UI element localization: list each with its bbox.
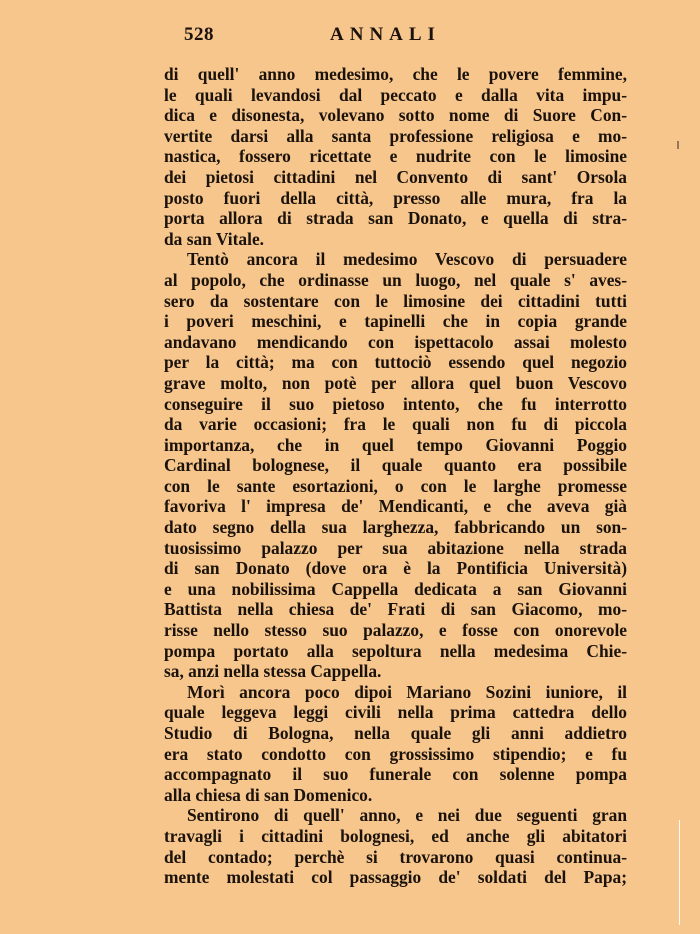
text-line: con le sante esortazioni, o con le larghe promesse: [164, 475, 627, 496]
text-line: favoriva l' impresa de' Mendicanti, e che aveva già: [164, 496, 627, 517]
text-line: e una nobilissima Cappella dedicata a san Giovanni: [164, 578, 627, 599]
text-line: da san Vitale.: [164, 228, 265, 249]
text-line: Studio di Bologna, nella quale gli anni addietro: [164, 723, 627, 743]
text-line: di quell' anno medesimo, che le povere femmine,: [164, 64, 627, 84]
paragraph-start-line: Tentò ancora il medesimo Vescovo di persuadere: [187, 249, 627, 270]
text-line: da varie occasioni; fra le quali non fu di piccola: [164, 414, 627, 435]
text-line: i poveri meschini, e tapinelli che in copia grande: [164, 311, 627, 332]
paragraph-start-line: Morì ancora poco dipoi Mariano Sozini iuniore, il: [187, 681, 627, 702]
text-line: mente molestati col passaggio de' soldati del Papa;: [164, 867, 627, 888]
text-line: del contado; perchè si trovarono quasi continua-: [164, 846, 627, 867]
text-line: le quali levandosi dal peccato e dalla vita impu-: [164, 84, 627, 105]
text-line: risse nello stesso suo palazzo, e fosse con onorevole: [164, 620, 627, 641]
text-line: Cardinal bolognese, il quale quanto era possibile: [164, 455, 627, 476]
text-line: dei pietosi cittadini nel Convento di sant' Orsola: [164, 166, 627, 187]
text-line: nastica, fossero ricettate e nudrite con le limosine: [164, 146, 627, 167]
text-line: pompa portato alla sepoltura nella medesima Chie-: [164, 640, 627, 661]
text-line: dica e disonesta, volevano sotto nome di Suore Con-: [164, 105, 627, 126]
running-head: ANNALI: [330, 24, 441, 45]
text-line: al popolo, che ordinasse un luogo, nel quale s' aves-: [164, 269, 627, 290]
text-line: sero da sostentare con le limosine dei cittadini tutti: [164, 290, 627, 311]
text-line: dato segno della sua larghezza, fabbricando un son-: [164, 517, 627, 538]
text-line: andavano mendicando con ispettacolo assai molesto: [164, 331, 627, 352]
text-line: importanza, che in quel tempo Giovanni Poggio: [164, 434, 627, 455]
text-line: per la città; ma con tuttociò essendo quel negozio: [164, 352, 627, 373]
text-line: di san Donato (dove ora è la Pontificia Università): [164, 558, 627, 579]
body-text: [164, 64, 627, 888]
text-line: conseguire il suo pietoso intento, che fu interrotto: [164, 393, 627, 414]
text-line: tuosissimo palazzo per sua abitazione nella strada: [164, 537, 627, 558]
page-number: 528: [184, 24, 214, 45]
text-line: Battista nella chiesa de' Frati di san Giacomo, mo-: [164, 599, 627, 620]
text-line: posto fuori della città, presso alle mura, fra la: [164, 187, 627, 208]
page-edge-line: [679, 820, 680, 925]
text-line: accompagnato il suo funerale con solenne pompa: [164, 764, 627, 785]
margin-tick-mark: [677, 141, 679, 149]
text-line: travagli i cittadini bolognesi, ed anche gli abitatori: [164, 825, 627, 846]
text-line: grave molto, non potè per allora quel buon Vescovo: [164, 372, 627, 393]
text-line: vertite darsi alla santa professione religiosa e mo-: [164, 125, 627, 146]
text-line: quale leggeva leggi civili nella prima cattedra dello: [164, 702, 627, 723]
paragraph-start-line: Sentirono di quell' anno, e nei due seguenti gran: [187, 805, 627, 826]
text-line: era stato condotto con grossissimo stipendio; e fu: [164, 743, 627, 764]
text-line: porta allora di strada san Donato, e quella di stra-: [164, 208, 627, 229]
text-line: sa, anzi nella stessa Cappella.: [164, 661, 382, 682]
text-line: alla chiesa di san Domenico.: [164, 784, 373, 805]
